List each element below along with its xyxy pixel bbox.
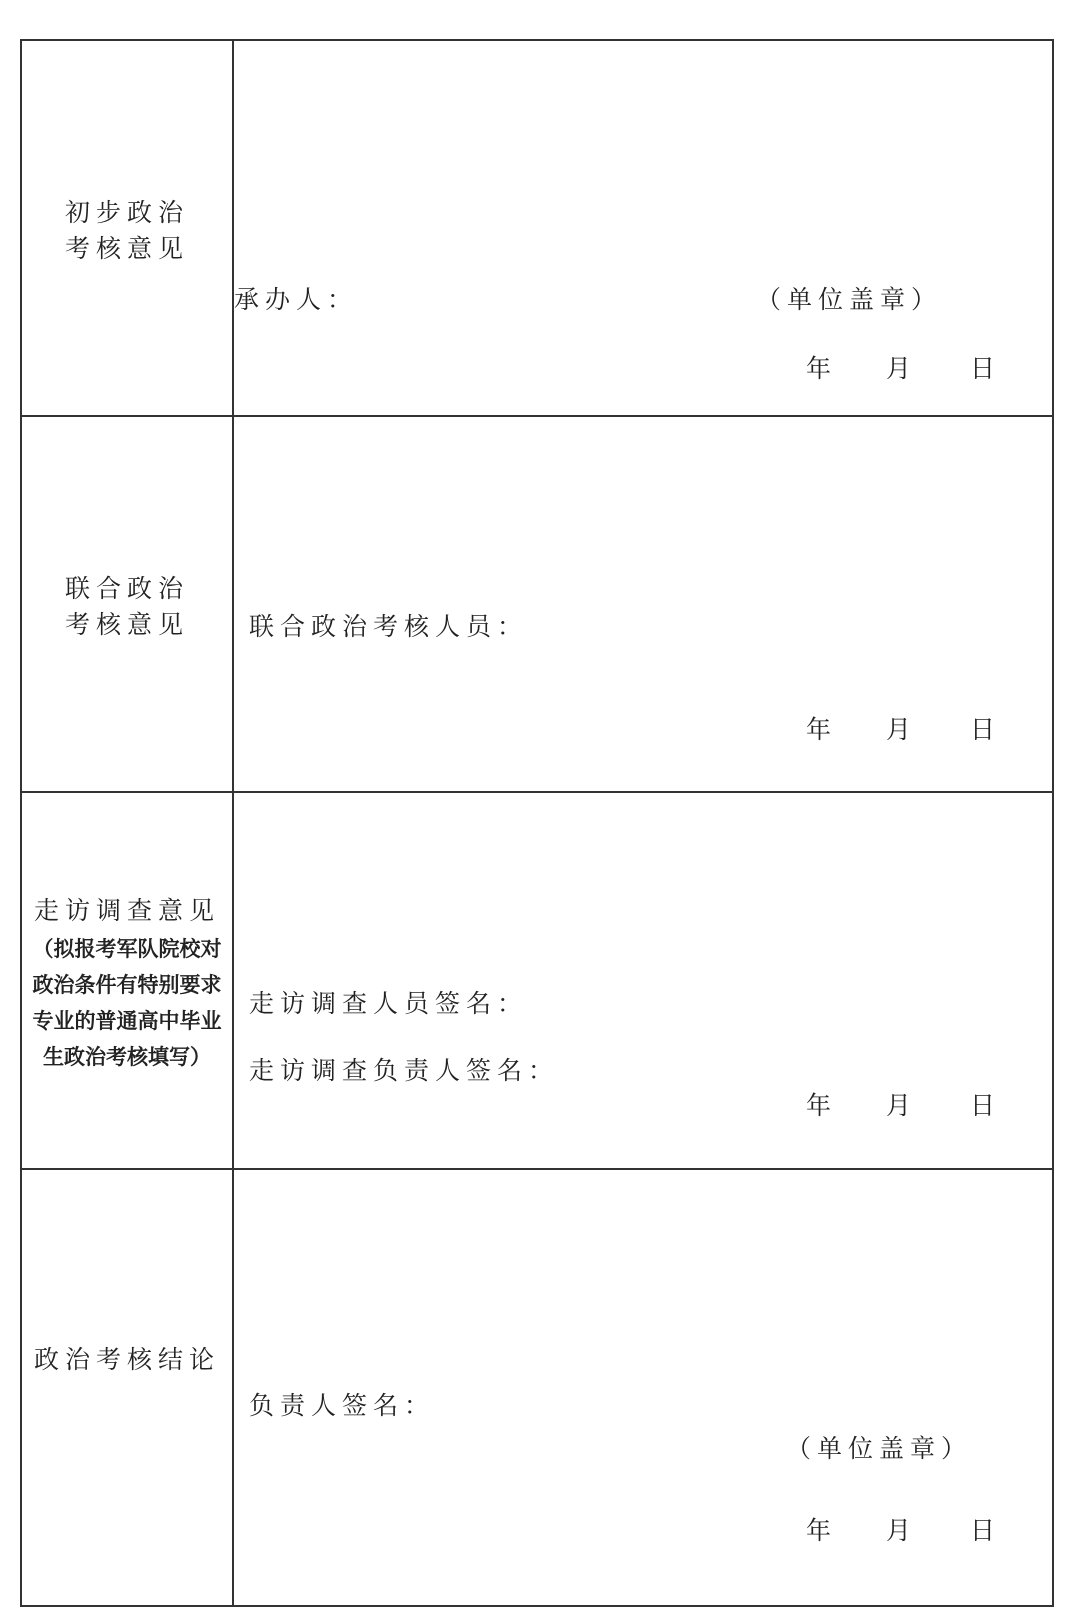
lead-signature-label: 负责人签名： [249, 1391, 436, 1420]
row-joint-review [22, 417, 1052, 793]
date-year-label: 年 [806, 715, 832, 744]
content-cell-field-investigation[interactable] [234, 793, 1052, 1168]
handler-label: 承办人： [234, 285, 359, 314]
unit-seal-label: （单位盖章） [786, 1434, 973, 1463]
date-month-label: 月 [886, 1516, 912, 1545]
investigation-lead-signature-label: 走访调查负责人签名： [249, 1056, 560, 1085]
label-cell-joint-review [22, 417, 234, 791]
unit-seal-label: （单位盖章） [756, 285, 943, 314]
preliminary-review-label: 初步政治 考核意见 [64, 198, 189, 263]
date-month-label: 月 [886, 715, 912, 744]
date-year-label: 年 [806, 354, 832, 383]
label-cell-preliminary-review [22, 41, 234, 415]
date-year-label: 年 [806, 1516, 832, 1545]
date-month-label: 月 [886, 354, 912, 383]
label-cell-review-conclusion [22, 1170, 234, 1605]
field-investigation-label: 走访调查意见 [33, 896, 220, 925]
date-day-label: 日 [970, 715, 996, 744]
row-review-conclusion [22, 1170, 1052, 1605]
date-day-label: 日 [970, 354, 996, 383]
label-cell-field-investigation [22, 793, 234, 1168]
content-cell-joint-review[interactable] [234, 417, 1052, 791]
date-day-label: 日 [970, 1516, 996, 1545]
date-month-label: 月 [886, 1091, 912, 1120]
content-cell-preliminary-review[interactable] [234, 41, 1052, 415]
date-year-label: 年 [806, 1091, 832, 1120]
joint-review-label: 联合政治 考核意见 [64, 574, 189, 639]
row-field-investigation [22, 793, 1052, 1170]
date-day-label: 日 [970, 1091, 996, 1120]
investigator-signature-label: 走访调查人员签名： [249, 989, 529, 1018]
content-cell-review-conclusion[interactable] [234, 1170, 1052, 1605]
political-review-form-table [20, 39, 1054, 1607]
review-conclusion-label: 政治考核结论 [33, 1345, 220, 1374]
field-investigation-note: （拟报考军队院校对 政治条件有特别要求 专业的普通高中毕业 生政治考核填写） [32, 937, 222, 1069]
row-preliminary-review [22, 41, 1052, 417]
joint-reviewers-label: 联合政治考核人员： [249, 612, 529, 641]
